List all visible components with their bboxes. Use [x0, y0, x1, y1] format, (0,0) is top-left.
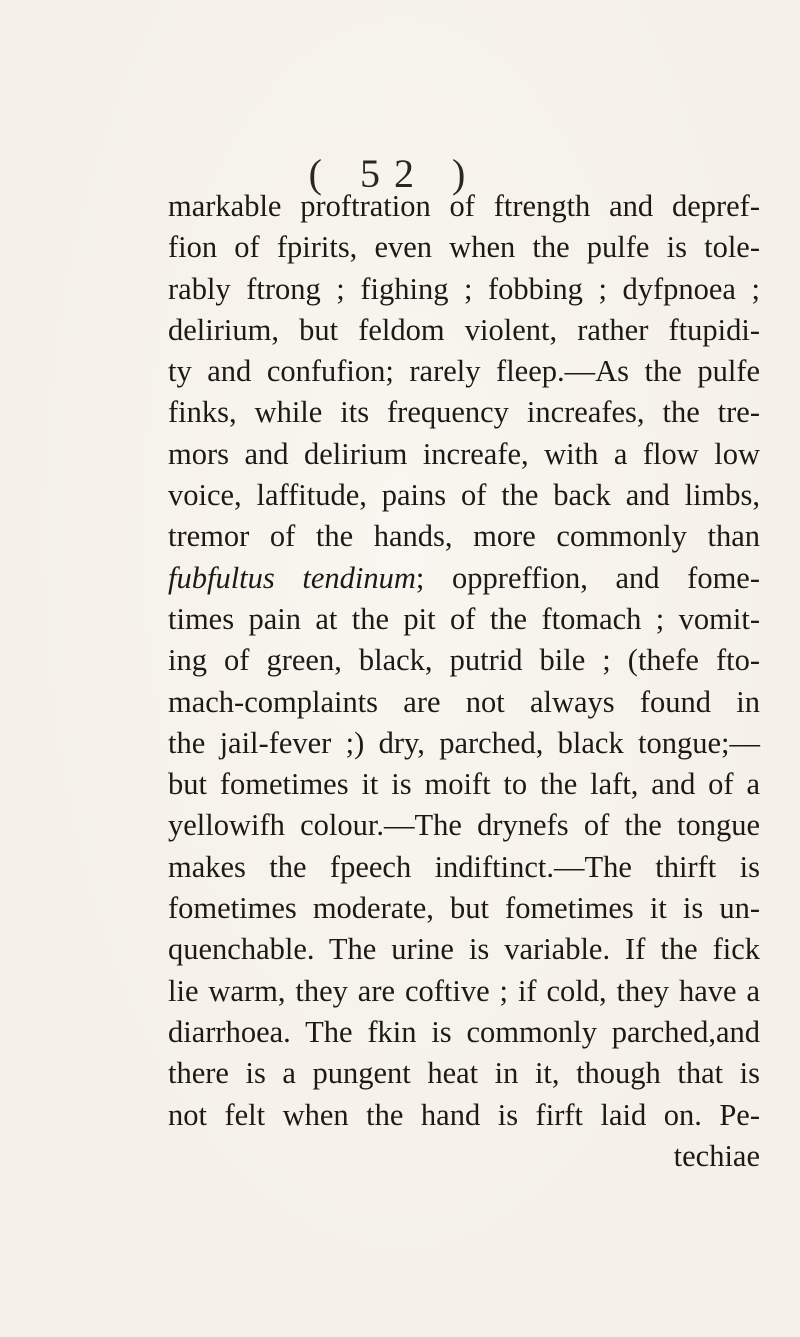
text-line: ty and confufion; rarely fleep.—As the pulfe	[168, 354, 760, 389]
text-line: delirium, but feldom violent, rather ftupidi-	[168, 312, 760, 347]
text-line: tremor of the hands, more commonly than	[168, 519, 760, 554]
text-line: fometimes moderate, but fometimes it is un-	[168, 891, 760, 926]
text-line: quenchable. The urine is variable. If the fick	[168, 932, 760, 967]
text-line: fion of fpirits, even when the pulfe is tole-	[168, 230, 760, 265]
text-line: not felt when the hand is firft laid on. Pe-	[168, 1097, 760, 1132]
text-line: voice, laffitude, pains of the back and limbs,	[168, 478, 760, 513]
text-line: markable proftration of ftrength and depref-	[168, 189, 760, 223]
text-line: finks, while its frequency increafes, the tre-	[168, 395, 760, 430]
text-line: yellowifh colour.—The drynefs of the tongue	[168, 808, 760, 843]
text-line: ing of green, black, putrid bile ; (thefe fto-	[168, 643, 760, 678]
text-line: rably ftrong ; fighing ; fobbing ; dyfpnoea ;	[168, 271, 760, 306]
text-line: there is a pungent heat in it, though that is	[168, 1056, 760, 1091]
text-line-remainder: oppreffion, and fome-	[452, 560, 760, 595]
italic-phrase: fubfultus tendinum	[168, 560, 416, 595]
page-number: ( 52 )	[308, 151, 480, 196]
text-line-with-italic: fubfultus tendinum; oppreffion, and fome-	[168, 560, 760, 595]
text-line: makes the fpeech indiftinct.—The thirft is	[168, 849, 760, 884]
text-line: diarrhoea. The fkin is commonly parched,and	[168, 1014, 760, 1049]
text-line: the jail-fever ;) dry, parched, black tongue;—	[168, 725, 760, 760]
text-line: times pain at the pit of the ftomach ; vomit-	[168, 601, 760, 636]
text-line: but fometimes it is moift to the laft, and of a	[168, 767, 760, 802]
text-line: mors and delirium increafe, with a flow low	[168, 436, 760, 471]
text-line: mach-complaints are not always found in	[168, 684, 760, 719]
body-text	[168, 186, 760, 1177]
catchword: techiae	[673, 1138, 760, 1173]
text-line: lie warm, they are coftive ; if cold, they have a	[168, 973, 760, 1008]
